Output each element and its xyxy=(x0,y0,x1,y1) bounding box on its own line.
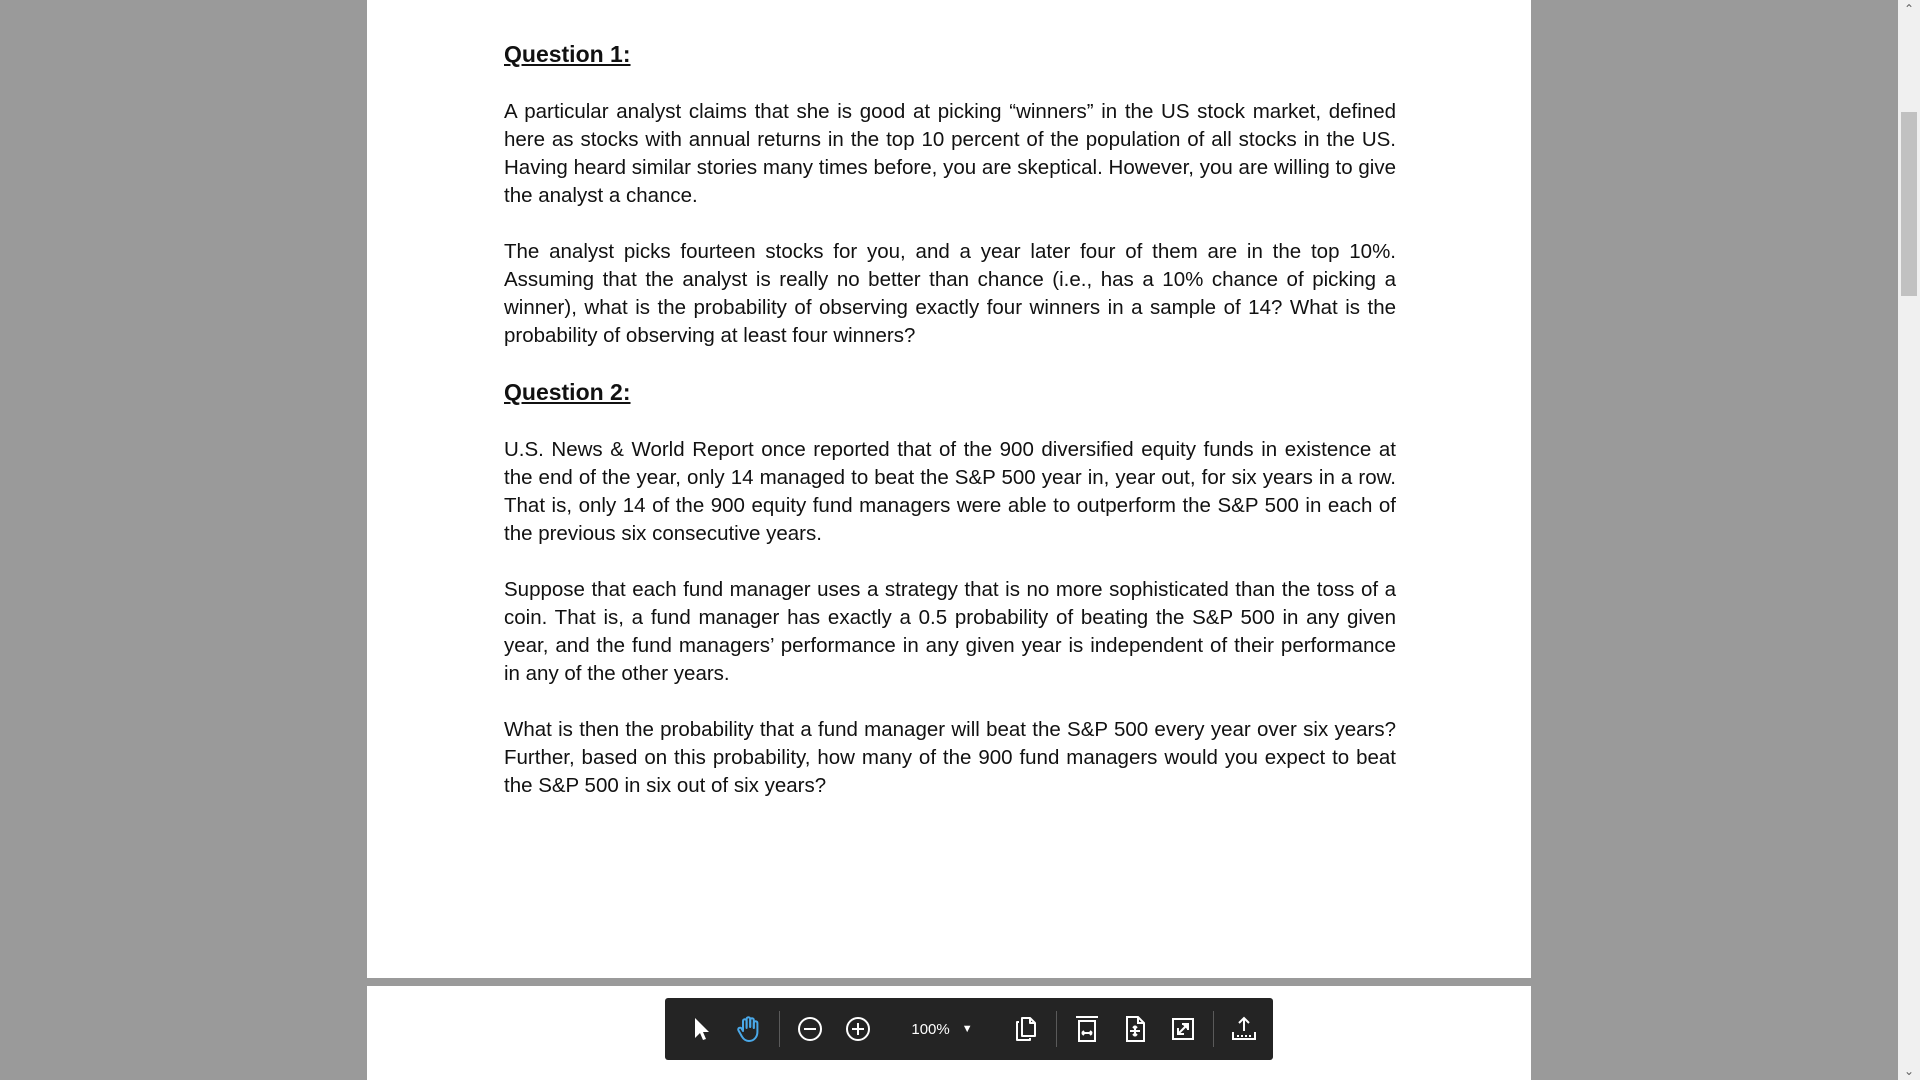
toolbar-divider xyxy=(779,1011,780,1047)
question-2-paragraph-3: What is then the probability that a fund manager will beat the S&P 500 every year over six years? Further, based on this probability, how many of the 900 fund managers would you expect to beat the S&P 500 in six out of six years? xyxy=(504,718,1396,797)
question-2-heading: Question 2: xyxy=(504,379,631,405)
fit-width-button[interactable] xyxy=(1063,1005,1111,1053)
select-cursor-button[interactable] xyxy=(677,1005,725,1053)
download-button[interactable] xyxy=(1220,1005,1268,1053)
hand-pan-button[interactable] xyxy=(725,1005,773,1053)
scroll-down-icon[interactable]: ⌄ xyxy=(1903,1064,1915,1078)
zoom-in-icon xyxy=(844,1015,872,1043)
zoom-out-icon xyxy=(796,1015,824,1043)
fullscreen-icon xyxy=(1169,1015,1197,1043)
viewer-toolbar xyxy=(665,998,1273,1060)
question-2-paragraph-2: Suppose that each fund manager uses a strategy that is no more sophisticated than the toss of a coin. That is, a fund manager has exactly a 0.5 probability of beating the S&P 500 in any given year, and the fund managers’ performance in any given year is independent of their performance in any of the other years. xyxy=(504,578,1396,685)
hand-pan-icon xyxy=(734,1014,764,1044)
document-content xyxy=(504,40,1396,828)
zoom-in-button[interactable] xyxy=(834,1005,882,1053)
toolbar-divider xyxy=(1056,1011,1057,1047)
page-view-button[interactable] xyxy=(1002,1005,1050,1053)
page-view-icon xyxy=(1013,1015,1039,1043)
zoom-level-value: 100% xyxy=(911,1020,950,1038)
chevron-down-icon: ▼ xyxy=(961,1023,973,1035)
scroll-up-icon[interactable]: ⌃ xyxy=(1903,2,1915,16)
question-1-paragraph-2: The analyst picks fourteen stocks for you, and a year later four of them are in the top 10%. Assuming that the analyst is really no better than chance (i.e., has a 10% chance of picking a winner), what is the probability of observing exactly four winners in a sample of 14? What is the probability of observing at least four winners? xyxy=(504,240,1396,347)
zoom-out-button[interactable] xyxy=(786,1005,834,1053)
select-cursor-icon xyxy=(690,1016,712,1042)
question-1-paragraph-1: A particular analyst claims that she is good at picking “winners” in the US stock market, defined here as stocks with annual returns in the top 10 percent of the population of all stocks in the US. Having heard similar stories many times before, you are skeptical. However, you are willing to give the analyst a chance. xyxy=(504,100,1396,207)
question-2-paragraph-1: U.S. News & World Report once reported that of the 900 diversified equity funds in existence at the end of the year, only 14 managed to beat the S&P 500 year in, year out, for six years in a row. That is, only 14 of the 900 equity fund managers were able to outperform the S&P 500 in each of the previous six consecutive years. xyxy=(504,438,1396,545)
fit-page-button[interactable] xyxy=(1111,1005,1159,1053)
download-icon xyxy=(1229,1014,1259,1044)
zoom-level-dropdown[interactable] xyxy=(882,1005,1002,1053)
fit-width-icon xyxy=(1073,1014,1101,1044)
question-1-heading: Question 1: xyxy=(504,41,631,67)
scrollbar-thumb[interactable] xyxy=(1901,112,1917,296)
fullscreen-button[interactable] xyxy=(1159,1005,1207,1053)
vertical-scrollbar[interactable] xyxy=(1898,0,1920,1080)
toolbar-divider xyxy=(1213,1011,1214,1047)
fit-page-icon xyxy=(1121,1014,1149,1044)
document-page xyxy=(367,0,1531,978)
